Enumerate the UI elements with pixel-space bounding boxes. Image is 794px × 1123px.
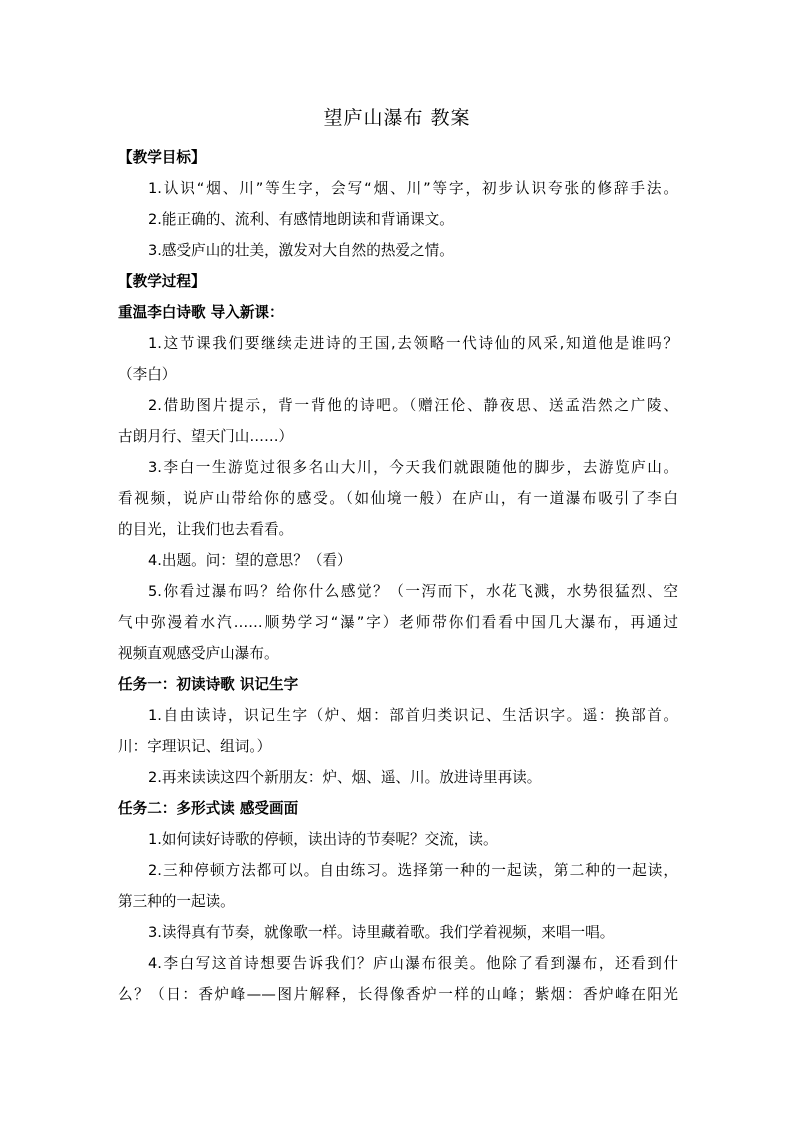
text-line: 1.认识“烟、川”等生字，会写“烟、川”等字，初步认识夸张的修辞手法。 [148, 180, 678, 197]
text-line: 2.三种停顿方法都可以。自由练习。选择第一种的一起读，第二种的一起读， [148, 862, 678, 879]
text-line: 么？（日：香炉峰——图片解释，长得像香炉一样的山峰；紫烟：香炉峰在阳光 [118, 986, 678, 1003]
text-line: 4.出题。问：望的意思？（看） [148, 552, 352, 569]
text-line: 2.借助图片提示，背一背他的诗吧。（赠汪伦、静夜思、送孟浩然之广陵、 [148, 397, 678, 414]
section-heading: 任务二：多形式读 感受画面 [118, 800, 299, 817]
text-line: 第三种的一起读。 [118, 893, 235, 910]
text-line: 2.能正确的、流利、有感情地朗读和背诵课文。 [148, 211, 454, 228]
text-line: 4.李白写这首诗想要告诉我们？庐山瀑布很美。他除了看到瀑布，还看到什 [148, 955, 678, 972]
text-line: 看视频，说庐山带给你的感受。（如仙境一般）在庐山，有一道瀑布吸引了李白 [118, 490, 678, 507]
text-line: 古朗月行、望天门山……） [118, 428, 294, 445]
text-line: 5.你看过瀑布吗？给你什么感觉？（一泻而下，水花飞溅，水势很猛烈、空 [148, 583, 678, 600]
text-line: 2.再来读读这四个新朋友：炉、烟、遥、川。放进诗里再读。 [148, 769, 542, 786]
text-line: 的目光，让我们也去看看。 [118, 521, 294, 538]
text-line: 气中弥漫着水汽……顺势学习“瀑”字）老师带你们看看中国几大瀑布，再通过 [118, 614, 678, 631]
text-line: 3.李白一生游览过很多名山大川，今天我们就跟随他的脚步，去游览庐山。 [148, 459, 678, 476]
text-line: 3.感受庐山的壮美，激发对大自然的热爱之情。 [148, 242, 454, 259]
text-line: 1.这节课我们要继续走进诗的王国,去领略一代诗仙的风采,知道他是谁吗？ [148, 335, 678, 352]
page-title: 望庐山瀑布 教案 [323, 107, 471, 129]
text-line: （李白） [118, 366, 177, 383]
text-line: 视频直观感受庐山瀑布。 [118, 645, 279, 662]
text-line: 1.如何读好诗歌的停顿，读出诗的节奏呢？交流，读。 [148, 831, 498, 848]
section-heading: 重温李白诗歌 导入新课： [118, 304, 284, 321]
text-line: 川：字理识记、组词。） [118, 738, 272, 755]
section-heading: 任务一：初读诗歌 识记生字 [118, 676, 299, 693]
section-heading: 【教学过程】 [118, 273, 206, 290]
section-heading: 【教学目标】 [118, 149, 206, 166]
text-line: 3.读得真有节奏，就像歌一样。诗里藏着歌。我们学着视频，来唱一唱。 [148, 924, 615, 941]
document-body [118, 142, 678, 1010]
text-line: 1.自由读诗，识记生字（炉、烟：部首归类识记、生活识字。遥：换部首。 [148, 707, 678, 724]
